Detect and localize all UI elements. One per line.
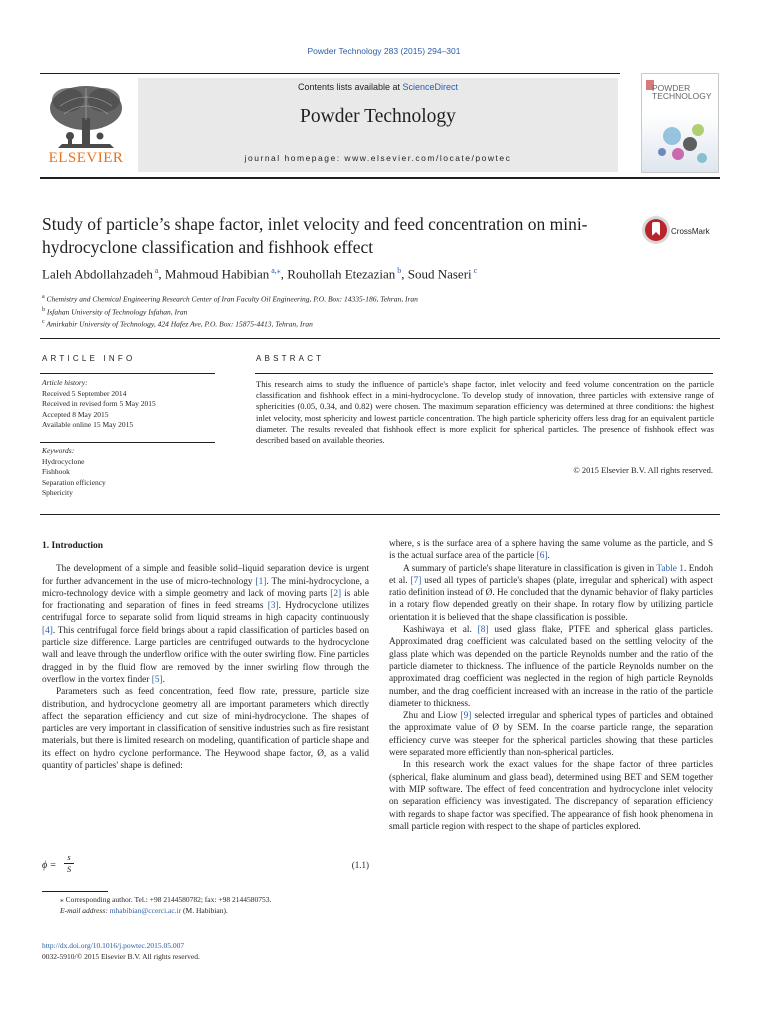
equation-1-1 — [42, 852, 369, 878]
affiliation-item — [42, 292, 722, 305]
crossmark-label[interactable]: CrossMark — [671, 227, 710, 236]
body-paragraph — [42, 686, 369, 772]
body-text: Parameters such as feed concentration, feed flow rate, pressure, particle size distribution, and hydrocyclone geometry all are important parameters which directly affect the separation efficiency and cut size of mini-hydrocyclone. The shapes of particles are very important in classification of sensitive industries such as fire resistant materials, but there is limited research on modeling, quantification of particle shape and its effect on hydro cyclone performance. The Heywood shape factor, Ø, as a valid quantity of particles' shape is defined: — [42, 687, 369, 772]
keywords-label: Keywords: — [42, 446, 75, 455]
affiliation-marker: c — [42, 319, 45, 325]
body-text: used all types of particle's shapes (plate, irregular and spherical) with aspect ratio definition instead of Ø. He concluded that the dynamic behavior of flaky particles in a rotary flow depended greatly on their shape. In rotary flow by utilizing particle orientation it is believed that the shape classification is possible. — [389, 575, 713, 623]
body-text: selected irregular and spherical types of particles and obtained the approximate value of Ø by SEM. In the coarse particle range, the separation efficiency curve was steeper for the spherical particles showing that these particles were separated more efficiently than non-spherical particles. — [389, 711, 713, 759]
keywords-rule — [40, 442, 215, 443]
header-rule-top — [40, 73, 620, 74]
body-text: used glass flake, PTFE and spherical glass particles. Approximated drag coefficient was calculated based on the settling velocity of the glass plate which was depended on the particle Reynolds number and the ratio of the particle diameter to thickness. The influence of the particle Reynolds number on the approximated drag coefficient was neglected in the region of high particle Reynolds number, and the drag coefficient increased with an increase in the ratio of the particle diameter to thickness. — [389, 625, 713, 709]
citation-link[interactable]: [8] — [477, 625, 489, 636]
keyword-item: Hydrocyclone — [42, 456, 85, 466]
history-item: Accepted 8 May 2015 — [42, 409, 109, 419]
introduction-heading: 1. Introduction — [42, 541, 104, 551]
citation-link[interactable]: [6] — [536, 551, 548, 562]
email-link[interactable]: mhabibian@ccerci.ac.ir — [109, 906, 182, 915]
citation-link[interactable]: [1] — [255, 576, 267, 587]
body-text: . — [547, 551, 550, 562]
equation-numerator: s — [67, 852, 71, 862]
body-paragraph — [389, 759, 713, 833]
abstract-heading: ABSTRACT — [256, 354, 325, 363]
sciencedirect-link[interactable]: ScienceDirect — [402, 82, 459, 92]
citation-link[interactable]: Table 1 — [656, 563, 684, 574]
body-paragraph — [42, 563, 369, 686]
body-paragraph — [389, 624, 713, 710]
affiliation-marker: b — [42, 306, 45, 313]
affiliation-text: Chemistry and Chemical Engineering Research Center of Iran Faculty Oil Engineering, P.O. Box: 14335-186, Tehran, Iran — [44, 294, 418, 304]
doi-block — [42, 940, 369, 962]
footnotes — [42, 894, 369, 916]
journal-name: Powder Technology — [300, 106, 456, 127]
body-text: is able for fractionating and separation of fines in feed streams — [42, 588, 369, 612]
body-paragraph — [389, 563, 713, 624]
body-text: Kashiwaya et al. — [403, 625, 478, 636]
affiliation-text: Isfahan University of Technology Isfahan, Iran — [45, 307, 188, 316]
footnote-rule — [42, 891, 108, 892]
header-rule-bottom — [40, 177, 720, 179]
body-text: where, s is the surface area of a sphere having the same volume as the particle, and S is the actual surface area of the particle — [389, 539, 713, 562]
author-affiliation-marker[interactable]: a,⁎ — [269, 266, 281, 275]
body-text: . Hydrocyclone utilizes centrifugal force to separate solid from liquid streams in high capacity continuously — [42, 601, 369, 624]
body-paragraph — [389, 538, 713, 563]
citation-link[interactable]: [2] — [330, 588, 342, 599]
history-label: Article history: — [42, 378, 88, 387]
keyword-item: Fishhook — [42, 467, 70, 476]
issn-line: 0032-5910/© 2015 Elsevier B.V. All rights reserved. — [42, 952, 200, 961]
section-rule-top — [40, 338, 720, 339]
keyword-item: Sphericity — [42, 488, 73, 497]
body-text: . — [162, 674, 165, 685]
keywords-block — [42, 446, 217, 499]
contents-prefix: Contents lists available at — [297, 82, 403, 92]
equation-lhs: ϕ = — [42, 860, 57, 871]
keyword-item: Separation efficiency — [42, 477, 106, 487]
corresponding-author-note: ⁎ Corresponding author. Tel.: +98 2144580782; fax: +98 2144580753. — [60, 895, 272, 904]
email-suffix: (M. Habibian). — [181, 906, 228, 915]
elsevier-wordmark: ELSEVIER — [48, 150, 124, 166]
abstract-copyright: © 2015 Elsevier B.V. All rights reserved. — [573, 465, 713, 475]
citation-link[interactable]: [5] — [151, 674, 163, 685]
right-paragraphs — [389, 538, 713, 833]
author-name: Mahmoud Habibian — [164, 266, 270, 282]
body-text: Zhu and Liow — [403, 711, 461, 722]
email-label: E-mail address: — [60, 906, 110, 915]
article-info-rule — [40, 373, 215, 374]
cover-title-line1: POWDER — [652, 83, 691, 93]
left-paragraphs — [42, 563, 369, 772]
author-name: Rouhollah Etezazian — [287, 266, 396, 282]
affiliation-text: Amirkabir University of Technology, 424 Hafez Ave, P.O. Box: 15875-4413, Tehran, Iran — [44, 319, 313, 329]
email-note — [42, 905, 369, 916]
body-column-right — [389, 538, 713, 833]
affiliation-marker: a — [42, 294, 45, 300]
body-text: . Endoh et al. — [389, 563, 713, 586]
journal-homepage[interactable]: journal homepage: www.elsevier.com/locate/powtec — [244, 153, 512, 163]
history-item: Received in revised form 5 May 2015 — [42, 399, 156, 408]
author-affiliation-marker[interactable]: a — [152, 266, 159, 275]
history-item: Received 5 September 2014 — [42, 388, 127, 398]
affiliation-list — [42, 292, 722, 330]
author-list: Laleh Abdollahzadeh $^a$, Mahmoud Habibian $^{a,⁎}$, Rouhollah Etezazian $^b$, Soud Naseri $^c$ — [42, 266, 478, 282]
article-info-heading: ARTICLE INFO — [42, 354, 136, 363]
contents-line — [138, 82, 618, 92]
body-text: . This centrifugal force field brings about a rapid classification of particles based on particle size difference. Large particles are centrifuged outwards to the hydrocyclone wall and leave through the underflow orifice with the outer swirling flow. Fine particles dragged in by the fluid flow are removed by the inner swirling flow through the overflow in the vortex finder — [42, 625, 369, 685]
body-text: In this research work the exact values for the shape factor of three particles (spherical, flake aluminum and glass bead), determined using BET and SEM together with MIP software. The effect of feed concentration and hydrocyclone inlet velocity on separation efficiency was investigated. The discrepancy of separation efficiency with regards to shape factor was specified. The appearance of fish hook phenomena in small particle region with respect to the shape of particles explored. — [389, 760, 713, 832]
body-text: . The mini-hydrocyclone, a micro-technology device with a simple geometry and lack of moving parts — [42, 576, 369, 599]
citation-link[interactable]: [9] — [460, 711, 472, 722]
citation-link[interactable]: [7] — [410, 575, 422, 586]
author-affiliation-marker[interactable]: c — [471, 266, 478, 275]
citation-link[interactable]: [3] — [267, 601, 279, 612]
cover-title — [652, 84, 716, 100]
body-text: A summary of particle's shape literature in classification is given in — [403, 563, 657, 574]
journal-reference[interactable]: Powder Technology 283 (2015) 294–301 — [307, 46, 461, 56]
abstract-rule — [255, 373, 713, 374]
author-affiliation-marker[interactable]: b — [395, 266, 402, 275]
author-name: Laleh Abdollahzadeh — [42, 266, 153, 282]
citation-link[interactable]: [4] — [42, 625, 53, 636]
section-rule-bottom — [40, 514, 720, 515]
abstract-text: This research aims to study the influence of particle's shape factor, inlet velocity and feed volume concentration on the particle classification and fishhook effect in a mini-hydrocyclone. To develop study of innovation, three particles with extensive range of sphericities (0.05, 0.34, and 0.82) were chosen. The maximum separation efficiency was determined at three conditions: the highest inlet velocity, most sphericity and lowest particle concentration. The high particle sphericity offers less drag for an equivalent particle diameter. The results revealed that fishhook effect is more explicit for spherical particles. The presence of fishhook effect was described based on available theories. — [256, 379, 714, 446]
body-text: The development of a simple and feasible solid–liquid separation device is urgent for further advancement in the use of micro-technology — [42, 564, 369, 587]
paper-title: Study of particle’s shape factor, inlet velocity and feed concentration on mini-hydrocyclone classification and fishhook effect — [42, 214, 588, 257]
affiliation-item — [42, 305, 722, 318]
body-column-left — [42, 540, 369, 772]
cover-title-line2: TECHNOLOGY — [652, 91, 712, 101]
author-name: Soud Naseri — [407, 266, 472, 282]
equation-fraction — [64, 852, 74, 875]
article-history — [42, 378, 217, 431]
equation-denominator: S — [64, 863, 74, 875]
history-item: Available online 15 May 2015 — [42, 420, 134, 429]
body-paragraph — [389, 710, 713, 759]
equation-number: (1.1) — [351, 860, 369, 870]
doi-link[interactable]: http://dx.doi.org/10.1016/j.powtec.2015.05.007 — [42, 941, 185, 950]
affiliation-item — [42, 317, 722, 330]
